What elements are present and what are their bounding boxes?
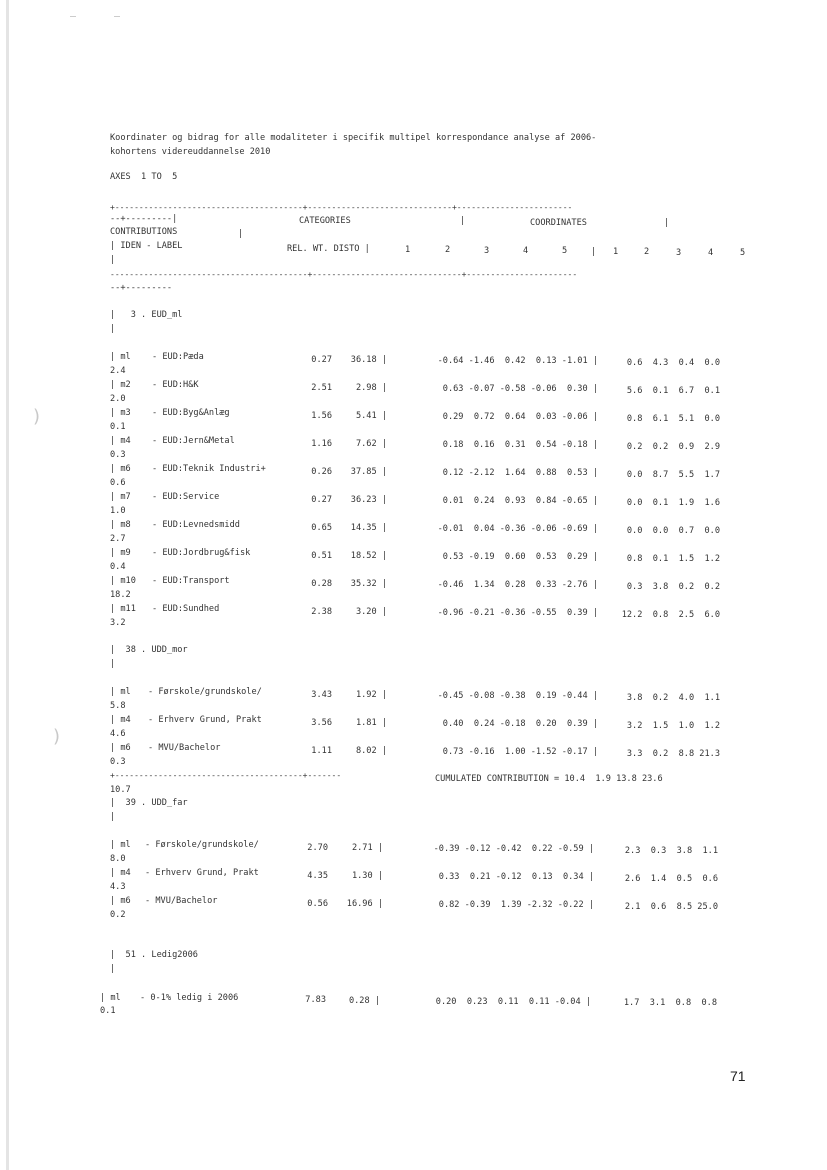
row-coords: 0.40 0.24 -0.18 0.20 0.39 | — [437, 719, 598, 729]
row-contrib-5: 0.4 — [110, 562, 126, 572]
header-contrib-1: 1 — [613, 247, 619, 257]
row-label: - Erhverv Grund, Prakt — [148, 715, 262, 725]
row-iden: | m4 — [110, 868, 131, 878]
row-contrib-5: 0.6 — [110, 478, 126, 488]
row-contrib-5: 0.3 — [110, 450, 126, 460]
row-contribs: 12.2 0.8 2.5 6.0 — [621, 610, 720, 620]
row-coords: -0.64 -1.46 0.42 0.13 -1.01 | — [437, 356, 598, 366]
header-categories: CATEGORIES — [299, 216, 351, 226]
row-coords: -0.39 -0.12 -0.42 0.22 -0.59 | — [433, 844, 594, 854]
row-coords: 0.82 -0.39 1.39 -2.32 -0.22 | — [433, 900, 594, 910]
row-relwt: 0.56 — [307, 899, 328, 909]
row-disto: 0.28 | — [348, 996, 380, 1006]
row-coords: 0.33 0.21 -0.12 0.13 0.34 | — [433, 872, 594, 882]
header-rule-top-cont: --+---------| — [110, 214, 178, 224]
row-contribs: 1.7 3.1 0.8 0.8 — [623, 998, 717, 1008]
header-contributions: CONTRIBUTIONS — [110, 227, 178, 237]
row-coords: 0.20 0.23 0.11 0.11 -0.04 | — [430, 997, 591, 1007]
row-contrib-5: 18.2 — [110, 590, 131, 600]
header-contrib-5: 5 — [740, 248, 746, 258]
row-relwt: 2.38 — [311, 607, 332, 617]
header-rule-mid: -----------------------------------------+-------------------------------+----------------------- — [110, 270, 578, 279]
row-contribs: 0.3 3.8 0.2 0.2 — [626, 582, 720, 592]
section-title: | 51 . Ledig2006 — [110, 950, 198, 960]
header-coord-3: 3 — [484, 246, 490, 256]
row-disto: 2.71 | — [351, 843, 383, 853]
row-contribs: 2.3 0.3 3.8 1.1 — [624, 846, 718, 856]
row-contrib-5: 4.3 — [110, 882, 126, 892]
header-rule-top: +---------------------------------------+------------------------------+------------------------ — [110, 203, 573, 212]
row-iden: | m6 — [110, 896, 131, 906]
row-label: - MVU/Bachelor — [148, 743, 221, 753]
row-disto: 16.96 | — [346, 899, 383, 909]
header-coord-1: 1 — [405, 245, 411, 255]
row-contrib-5: 4.6 — [110, 729, 126, 739]
header-bar: | — [664, 218, 670, 228]
row-contribs: 0.8 0.1 1.5 1.2 — [626, 554, 720, 564]
row-relwt: 0.26 — [311, 467, 332, 477]
header-contrib-2: 2 — [644, 247, 650, 257]
row-iden: | m4 — [110, 715, 131, 725]
section-title: | 3 . EUD_ml — [110, 310, 183, 320]
header-coordinates: COORDINATES — [530, 218, 587, 228]
row-label: - Erhverv Grund, Prakt — [145, 868, 259, 878]
row-disto: 1.92 | — [355, 690, 387, 700]
row-coords: 0.18 0.16 0.31 0.54 -0.18 | — [437, 440, 598, 450]
row-relwt: 0.27 — [311, 495, 332, 505]
row-relwt: 0.65 — [311, 523, 332, 533]
row-iden: | m8 — [110, 520, 131, 530]
row-coords: 0.53 -0.19 0.60 0.53 0.29 | — [437, 552, 598, 562]
row-relwt: 0.28 — [311, 579, 332, 589]
row-relwt: 1.16 — [311, 439, 332, 449]
row-iden: | m2 — [110, 380, 131, 390]
row-iden: | m6 — [110, 464, 131, 474]
row-contribs: 3.3 0.2 8.8 21.3 — [626, 749, 720, 759]
header-coord-4: 4 — [523, 246, 529, 256]
row-label: - EUD:Jordbrug&fisk — [152, 548, 251, 558]
row-contribs: 0.6 4.3 0.4 0.0 — [626, 358, 720, 368]
row-disto: 35.32 | — [350, 579, 387, 589]
row-contribs: 0.0 0.1 1.9 1.6 — [626, 498, 720, 508]
row-relwt: 0.51 — [311, 551, 332, 561]
header-contrib-3: 3 — [676, 248, 682, 258]
row-disto: 14.35 | — [350, 523, 387, 533]
row-disto: 18.52 | — [350, 551, 387, 561]
row-iden: | m11 — [110, 604, 136, 614]
row-contrib-5: 8.0 — [110, 854, 126, 864]
row-label: - 0-1% ledig i 2006 — [140, 993, 239, 1003]
header-coord-2: 2 — [445, 245, 451, 255]
row-coords: -0.46 1.34 0.28 0.33 -2.76 | — [437, 580, 598, 590]
row-contrib-5: 0.1 — [110, 422, 126, 432]
row-relwt: 4.35 — [307, 871, 328, 881]
section-title: | 38 . UDD_mor — [110, 645, 188, 655]
row-contrib-5: 2.7 — [110, 534, 126, 544]
row-contribs: 0.2 0.2 0.9 2.9 — [626, 442, 720, 452]
row-relwt: 0.27 — [311, 355, 332, 365]
row-contrib-5: 0.2 — [110, 910, 126, 920]
row-disto: 36.23 | — [350, 495, 387, 505]
row-disto: 5.41 | — [355, 411, 387, 421]
section-bar: | — [110, 964, 116, 974]
header-bar-left: | — [110, 255, 116, 265]
document-title-line-2: kohortens videreuddannelse 2010 — [110, 147, 271, 157]
row-contrib-5: 1.0 — [110, 506, 126, 516]
row-relwt: 2.51 — [311, 383, 332, 393]
row-contrib-5: 0.1 — [100, 1006, 116, 1016]
row-iden: | m10 — [110, 576, 136, 586]
cumulated-contribution: CUMULATED CONTRIBUTION = 10.4 1.9 13.8 23.6 — [435, 774, 663, 784]
row-coords: -0.96 -0.21 -0.36 -0.55 0.39 | — [437, 608, 598, 618]
row-iden: | ml — [110, 840, 131, 850]
scan-edge — [6, 0, 9, 1170]
header-bar: | — [460, 216, 466, 226]
row-iden: | m9 — [110, 548, 131, 558]
axes-label: AXES 1 TO 5 — [110, 172, 178, 182]
row-contribs: 2.6 1.4 0.5 0.6 — [624, 874, 718, 884]
row-label: - EUD:Byg&Anlæg — [152, 408, 230, 418]
row-disto: 3.20 | — [355, 607, 387, 617]
row-contrib-5: 0.3 — [110, 757, 126, 767]
row-relwt: 3.56 — [311, 718, 332, 728]
row-coords: -0.01 0.04 -0.36 -0.06 -0.69 | — [437, 524, 598, 534]
row-label: - EUD:Transport — [152, 576, 230, 586]
section-title: | 39 . UDD_far — [110, 798, 188, 808]
header-iden-label: | IDEN - LABEL — [110, 241, 183, 251]
row-disto: 1.81 | — [355, 718, 387, 728]
row-label: - EUD:Jern&Metal — [152, 436, 235, 446]
row-disto: 1.30 | — [351, 871, 383, 881]
row-relwt: 7.83 — [305, 995, 326, 1005]
cumulated-rule: +---------------------------------------+------- — [110, 771, 342, 780]
row-disto: 7.62 | — [355, 439, 387, 449]
row-contribs: 2.1 0.6 8.5 25.0 — [624, 902, 718, 912]
row-contribs: 0.0 0.0 0.7 0.0 — [626, 526, 720, 536]
row-iden: | ml — [110, 352, 131, 362]
row-contrib-5: 3.2 — [110, 618, 126, 628]
row-iden: | m6 — [110, 743, 131, 753]
row-coords: 0.12 -2.12 1.64 0.88 0.53 | — [437, 468, 598, 478]
row-iden: | m7 — [110, 492, 131, 502]
row-label: - Førskole/grundskole/ — [145, 840, 259, 850]
row-coords: 0.63 -0.07 -0.58 -0.06 0.30 | — [437, 384, 598, 394]
header-coord-5: 5 — [562, 246, 568, 256]
row-label: - EUD:Levnedsmidd — [152, 520, 240, 530]
row-label: - MVU/Bachelor — [145, 896, 218, 906]
row-label: - EUD:Service — [152, 492, 220, 502]
row-contrib-5: 2.0 — [110, 394, 126, 404]
document-title-line-1: Koordinater og bidrag for alle modaliteter i specifik multipel korrespondance analyse af 2006- — [110, 133, 597, 143]
section-bar: | — [110, 812, 116, 822]
row-coords: -0.45 -0.08 -0.38 0.19 -0.44 | — [437, 691, 598, 701]
scan-speck — [70, 16, 76, 17]
row-label: - EUD:Sundhed — [152, 604, 220, 614]
header-rule-mid-cont: --+--------- — [110, 283, 173, 293]
row-contribs: 0.0 8.7 5.5 1.7 — [626, 470, 720, 480]
row-coords: 0.01 0.24 0.93 0.84 -0.65 | — [437, 496, 598, 506]
row-iden: | m4 — [110, 436, 131, 446]
row-iden: | m3 — [110, 408, 131, 418]
scan-speck — [114, 16, 120, 17]
punch-hole-mark: ) — [53, 726, 61, 747]
row-iden: | ml — [100, 993, 121, 1003]
header-bar: | — [238, 229, 244, 239]
header-contrib-4: 4 — [708, 248, 714, 258]
row-contrib-5: 2.4 — [110, 366, 126, 376]
section-bar: | — [110, 659, 116, 669]
row-disto: 8.02 | — [355, 746, 387, 756]
row-disto: 2.98 | — [355, 383, 387, 393]
row-label: - EUD:Teknik Industri+ — [152, 464, 266, 474]
punch-hole-mark: ) — [33, 406, 41, 427]
row-relwt: 3.43 — [311, 690, 332, 700]
row-contribs: 3.2 1.5 1.0 1.2 — [626, 721, 720, 731]
row-contribs: 3.8 0.2 4.0 1.1 — [626, 693, 720, 703]
row-contribs: 5.6 0.1 6.7 0.1 — [626, 386, 720, 396]
row-contrib-5: 5.8 — [110, 701, 126, 711]
row-label: - Førskole/grundskole/ — [148, 687, 262, 697]
row-coords: 0.73 -0.16 1.00 -1.52 -0.17 | — [437, 747, 598, 757]
row-label: - EUD:H&K — [152, 380, 199, 390]
row-contribs: 0.8 6.1 5.1 0.0 — [626, 414, 720, 424]
header-bar: | — [591, 247, 597, 257]
row-disto: 37.85 | — [350, 467, 387, 477]
row-relwt: 2.70 — [307, 843, 328, 853]
header-relwt-disto: REL. WT. DISTO | — [287, 244, 370, 254]
cumulated-contribution-5: 10.7 — [110, 785, 131, 795]
row-label: - EUD:Pæda — [152, 352, 204, 362]
row-iden: | ml — [110, 687, 131, 697]
row-disto: 36.18 | — [350, 355, 387, 365]
page-number: 71 — [730, 1068, 746, 1084]
row-relwt: 1.11 — [311, 746, 332, 756]
row-coords: 0.29 0.72 0.64 0.03 -0.06 | — [437, 412, 598, 422]
row-relwt: 1.56 — [311, 411, 332, 421]
section-bar: | — [110, 324, 116, 334]
